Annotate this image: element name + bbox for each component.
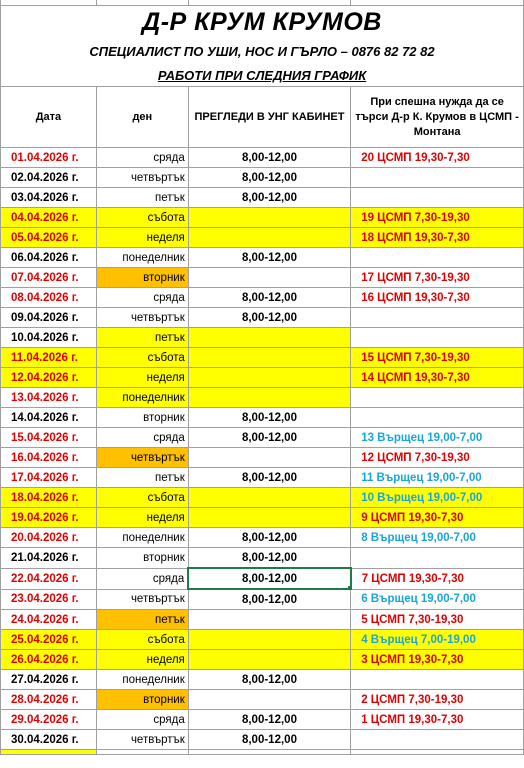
- date-cell[interactable]: 11.04.2026 г.: [1, 348, 97, 368]
- exam-hours-cell[interactable]: [188, 328, 350, 348]
- exam-hours-cell[interactable]: 8,00-12,00: [188, 408, 350, 428]
- table-row: [1, 710, 524, 730]
- date-cell[interactable]: 14.04.2026 г.: [1, 408, 97, 428]
- emergency-duty-cell[interactable]: 15 ЦСМП 7,30-19,30: [351, 348, 524, 368]
- emergency-duty-cell[interactable]: 8 Върщец 19,00-7,00: [351, 528, 524, 548]
- emergency-duty-cell[interactable]: 10 Върщец 19,00-7,00: [351, 488, 524, 508]
- emergency-duty-cell[interactable]: [351, 168, 524, 188]
- day-cell[interactable]: петък: [96, 328, 188, 348]
- table-row: [1, 188, 524, 208]
- grid-cell[interactable]: [96, 750, 188, 755]
- emergency-duty-cell[interactable]: [351, 248, 524, 268]
- emergency-duty-cell[interactable]: 3 ЦСМП 19,30-7,30: [351, 650, 524, 670]
- date-cell[interactable]: 26.04.2026 г.: [1, 650, 97, 670]
- date-cell[interactable]: 05.04.2026 г.: [1, 228, 97, 248]
- exam-hours-cell[interactable]: 8,00-12,00: [188, 148, 350, 168]
- day-cell[interactable]: вторник: [96, 268, 188, 288]
- emergency-duty-cell[interactable]: 20 ЦСМП 19,30-7,30: [351, 148, 524, 168]
- date-cell[interactable]: 24.04.2026 г.: [1, 610, 97, 630]
- fill-handle[interactable]: [348, 586, 351, 589]
- emergency-duty-cell[interactable]: [351, 328, 524, 348]
- exam-hours-cell[interactable]: 8,00-12,00: [188, 168, 350, 188]
- table-row: [1, 528, 524, 548]
- doctor-name-title: Д-Р КРУМ КРУМОВ: [142, 8, 382, 36]
- exam-hours-cell[interactable]: [188, 650, 350, 670]
- column-header-row: [1, 87, 524, 148]
- emergency-duty-cell[interactable]: [351, 548, 524, 569]
- exam-hours-cell[interactable]: [188, 610, 350, 630]
- exam-hours-cell[interactable]: [188, 348, 350, 368]
- day-cell[interactable]: четвъртък: [96, 730, 188, 750]
- date-cell[interactable]: 02.04.2026 г.: [1, 168, 97, 188]
- day-cell[interactable]: сряда: [96, 148, 188, 168]
- header-date[interactable]: Дата: [1, 87, 97, 148]
- emergency-duty-cell[interactable]: 6 Върщец 19,00-7,00: [351, 589, 524, 610]
- date-cell[interactable]: 16.04.2026 г.: [1, 448, 97, 468]
- table-row: [1, 468, 524, 488]
- emergency-duty-cell[interactable]: 17 ЦСМП 7,30-19,30: [351, 268, 524, 288]
- exam-hours-cell[interactable]: [188, 690, 350, 710]
- day-cell[interactable]: вторник: [96, 690, 188, 710]
- table-row: [1, 630, 524, 650]
- table-row: [1, 168, 524, 188]
- table-row: [1, 268, 524, 288]
- date-cell[interactable]: 01.04.2026 г.: [1, 148, 97, 168]
- emergency-duty-cell[interactable]: 14 ЦСМП 19,30-7,30: [351, 368, 524, 388]
- emergency-duty-cell[interactable]: [351, 388, 524, 408]
- table-row: [1, 368, 524, 388]
- day-cell[interactable]: неделя: [96, 508, 188, 528]
- date-cell[interactable]: 20.04.2026 г.: [1, 528, 97, 548]
- day-cell[interactable]: петък: [96, 188, 188, 208]
- emergency-duty-cell[interactable]: [351, 670, 524, 690]
- exam-hours-cell[interactable]: [188, 268, 350, 288]
- table-row: [1, 650, 524, 670]
- emergency-duty-cell[interactable]: 19 ЦСМП 7,30-19,30: [351, 208, 524, 228]
- day-cell[interactable]: събота: [96, 630, 188, 650]
- exam-hours-cell[interactable]: [188, 368, 350, 388]
- date-cell[interactable]: 28.04.2026 г.: [1, 690, 97, 710]
- exam-hours-cell[interactable]: 8,00-12,00: [188, 710, 350, 730]
- header-exam[interactable]: ПРЕГЛЕДИ В УНГ КАБИНЕТ: [188, 87, 350, 148]
- grid-cell[interactable]: [1, 750, 97, 755]
- exam-hours-cell[interactable]: [188, 488, 350, 508]
- bottom-grid-row: [1, 750, 524, 755]
- date-cell[interactable]: 25.04.2026 г.: [1, 630, 97, 650]
- table-row: [1, 148, 524, 168]
- date-cell[interactable]: 18.04.2026 г.: [1, 488, 97, 508]
- day-cell[interactable]: четвъртък: [96, 168, 188, 188]
- day-cell[interactable]: неделя: [96, 368, 188, 388]
- table-row: [1, 428, 524, 448]
- emergency-duty-cell[interactable]: 12 ЦСМП 7,30-19,30: [351, 448, 524, 468]
- day-cell[interactable]: сряда: [96, 568, 188, 589]
- exam-hours-cell[interactable]: [188, 630, 350, 650]
- date-cell[interactable]: 17.04.2026 г.: [1, 468, 97, 488]
- exam-hours-cell[interactable]: 8,00-12,00: [188, 730, 350, 750]
- table-row: [1, 228, 524, 248]
- exam-hours-cell[interactable]: 8,00-12,00: [188, 308, 350, 328]
- table-row: [1, 730, 524, 750]
- exam-hours-cell[interactable]: 8,00-12,00: [188, 248, 350, 268]
- exam-hours-cell[interactable]: 8,00-12,00: [188, 589, 350, 610]
- table-row: [1, 448, 524, 468]
- schedule-heading-row: [1, 64, 524, 87]
- day-cell[interactable]: вторник: [96, 408, 188, 428]
- exam-hours-cell[interactable]: 8,00-12,00: [188, 468, 350, 488]
- exam-hours-cell[interactable]: 8,00-12,00: [188, 428, 350, 448]
- table-row: [1, 328, 524, 348]
- table-row: [1, 388, 524, 408]
- emergency-duty-cell[interactable]: 7 ЦСМП 19,30-7,30: [351, 568, 524, 589]
- grid-cell[interactable]: [188, 750, 350, 755]
- emergency-duty-cell[interactable]: 11 Върщец 19,00-7,00: [351, 468, 524, 488]
- exam-hours-cell[interactable]: [188, 228, 350, 248]
- day-cell[interactable]: понеделник: [96, 528, 188, 548]
- date-cell[interactable]: 07.04.2026 г.: [1, 268, 97, 288]
- day-cell[interactable]: неделя: [96, 228, 188, 248]
- exam-hours-cell[interactable]: 8,00-12,00: [188, 188, 350, 208]
- day-cell[interactable]: четвъртък: [96, 448, 188, 468]
- table-row: [1, 568, 524, 589]
- exam-hours-cell[interactable]: 8,00-12,00: [188, 548, 350, 569]
- date-cell[interactable]: 04.04.2026 г.: [1, 208, 97, 228]
- table-row: [1, 508, 524, 528]
- exam-hours-cell[interactable]: 8,00-12,00: [188, 288, 350, 308]
- exam-hours-cell[interactable]: 8,00-12,00: [188, 528, 350, 548]
- emergency-duty-cell[interactable]: 2 ЦСМП 7,30-19,30: [351, 690, 524, 710]
- header-day[interactable]: ден: [96, 87, 188, 148]
- date-cell[interactable]: 29.04.2026 г.: [1, 710, 97, 730]
- emergency-duty-cell[interactable]: [351, 408, 524, 428]
- schedule-heading: РАБОТИ ПРИ СЛЕДНИЯ ГРАФИК: [157, 67, 367, 83]
- table-row: [1, 308, 524, 328]
- date-cell[interactable]: 19.04.2026 г.: [1, 508, 97, 528]
- emergency-duty-cell[interactable]: 16 ЦСМП 19,30-7,30: [351, 288, 524, 308]
- emergency-duty-cell[interactable]: 13 Върщец 19,00-7,00: [351, 428, 524, 448]
- date-cell[interactable]: 09.04.2026 г.: [1, 308, 97, 328]
- table-row: [1, 408, 524, 428]
- date-cell[interactable]: 27.04.2026 г.: [1, 670, 97, 690]
- date-cell[interactable]: 12.04.2026 г.: [1, 368, 97, 388]
- date-cell[interactable]: 08.04.2026 г.: [1, 288, 97, 308]
- date-cell[interactable]: 22.04.2026 г.: [1, 568, 97, 589]
- date-cell[interactable]: 23.04.2026 г.: [1, 589, 97, 610]
- day-cell[interactable]: понеделник: [96, 248, 188, 268]
- selected-cell[interactable]: 8,00-12,00: [188, 568, 350, 589]
- date-cell[interactable]: 03.04.2026 г.: [1, 188, 97, 208]
- day-cell[interactable]: събота: [96, 488, 188, 508]
- emergency-duty-cell[interactable]: [351, 730, 524, 750]
- table-row: [1, 248, 524, 268]
- day-cell[interactable]: петък: [96, 610, 188, 630]
- date-cell[interactable]: 13.04.2026 г.: [1, 388, 97, 408]
- exam-hours-cell[interactable]: [188, 448, 350, 468]
- day-cell[interactable]: събота: [96, 208, 188, 228]
- day-cell[interactable]: сряда: [96, 288, 188, 308]
- table-row: [1, 488, 524, 508]
- title-row: [1, 6, 524, 40]
- date-cell[interactable]: 06.04.2026 г.: [1, 248, 97, 268]
- exam-hours-cell[interactable]: [188, 508, 350, 528]
- table-row: [1, 690, 524, 710]
- table-row: [1, 589, 524, 610]
- schedule-heading-cell[interactable]: [1, 64, 524, 87]
- emergency-duty-cell[interactable]: 9 ЦСМП 19,30-7,30: [351, 508, 524, 528]
- emergency-duty-cell[interactable]: 18 ЦСМП 19,30-7,30: [351, 228, 524, 248]
- subtitle-row: [1, 39, 524, 64]
- table-row: [1, 548, 524, 569]
- table-row: [1, 610, 524, 630]
- specialty-phone-subtitle: СПЕЦИАЛИСТ ПО УШИ, НОС И ГЪРЛО – 0876 82 72 82: [89, 44, 435, 59]
- day-cell[interactable]: понеделник: [96, 670, 188, 690]
- table-row: [1, 348, 524, 368]
- exam-hours-cell[interactable]: [188, 388, 350, 408]
- title-cell[interactable]: [1, 6, 524, 40]
- date-cell[interactable]: 30.04.2026 г.: [1, 730, 97, 750]
- table-row: [1, 208, 524, 228]
- header-emergency[interactable]: При спешна нужда да се търси Д-р К. Крумов в ЦСМП - Монтана: [351, 87, 524, 148]
- date-cell[interactable]: 10.04.2026 г.: [1, 328, 97, 348]
- exam-hours-cell[interactable]: [188, 208, 350, 228]
- date-cell[interactable]: 15.04.2026 г.: [1, 428, 97, 448]
- emergency-duty-cell[interactable]: 1 ЦСМП 19,30-7,30: [351, 710, 524, 730]
- emergency-duty-cell[interactable]: 5 ЦСМП 7,30-19,30: [351, 610, 524, 630]
- day-cell[interactable]: неделя: [96, 650, 188, 670]
- day-cell[interactable]: петък: [96, 468, 188, 488]
- day-cell[interactable]: вторник: [96, 548, 188, 569]
- day-cell[interactable]: понеделник: [96, 388, 188, 408]
- emergency-duty-cell[interactable]: [351, 308, 524, 328]
- exam-hours-cell[interactable]: 8,00-12,00: [188, 670, 350, 690]
- day-cell[interactable]: четвъртък: [96, 589, 188, 610]
- table-row: [1, 670, 524, 690]
- table-row: [1, 288, 524, 308]
- grid-cell[interactable]: [351, 750, 524, 755]
- date-cell[interactable]: 21.04.2026 г.: [1, 548, 97, 569]
- emergency-duty-cell[interactable]: 4 Върщец 7,00-19,00: [351, 630, 524, 650]
- day-cell[interactable]: четвъртък: [96, 308, 188, 328]
- emergency-duty-cell[interactable]: [351, 188, 524, 208]
- day-cell[interactable]: събота: [96, 348, 188, 368]
- subtitle-cell[interactable]: [1, 39, 524, 64]
- day-cell[interactable]: сряда: [96, 710, 188, 730]
- day-cell[interactable]: сряда: [96, 428, 188, 448]
